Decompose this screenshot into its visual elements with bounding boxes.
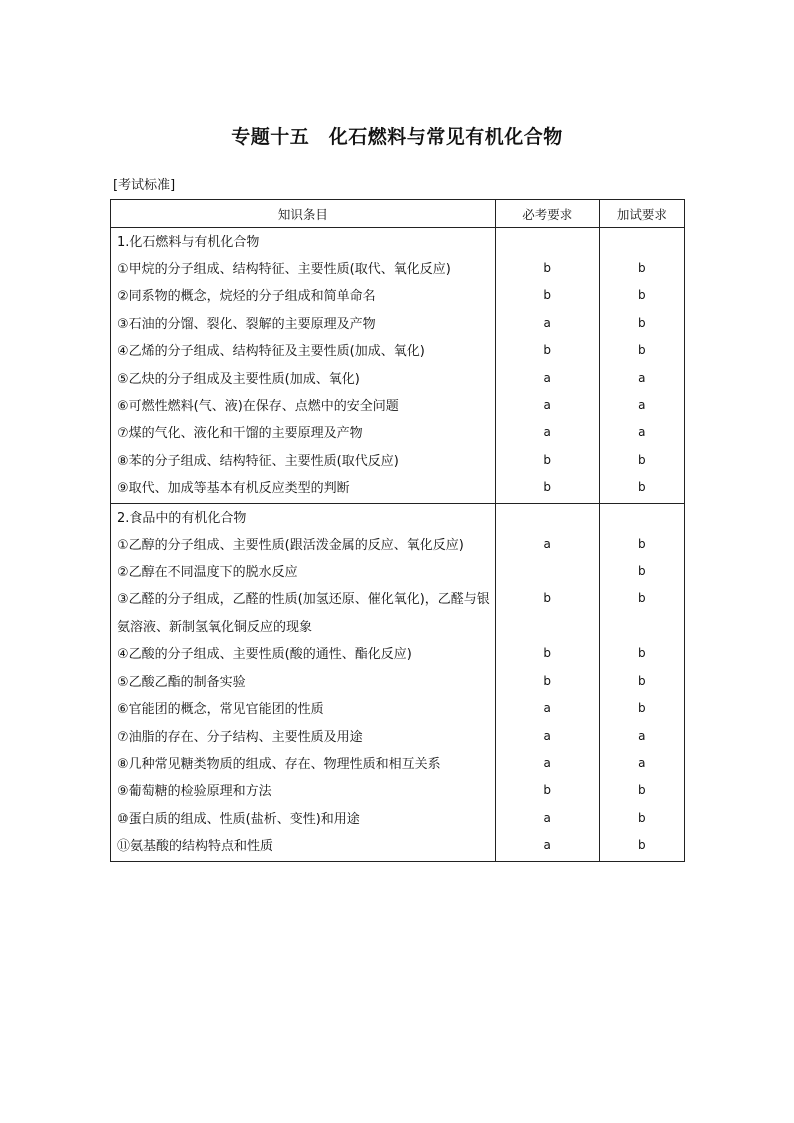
required-level: b — [495, 448, 599, 475]
header-required: 必考要求 — [495, 200, 599, 228]
page-title: 专题十五 化石燃料与常见有机化合物 — [231, 126, 563, 148]
knowledge-item: ⑤乙炔的分子组成及主要性质(加成、氧化) — [111, 366, 496, 393]
required-level: b — [495, 778, 599, 805]
section-heading-row — [111, 228, 685, 257]
section-heading: 1.化石燃料与有机化合物 — [111, 228, 496, 257]
section-heading: 2.食品中的有机化合物 — [111, 503, 496, 532]
additional-level: b — [599, 669, 684, 696]
knowledge-item: ①乙醇的分子组成、主要性质(跟活泼金属的反应、氧化反应) — [111, 532, 496, 559]
knowledge-item: ④乙烯的分子组成、结构特征及主要性质(加成、氧化) — [111, 338, 496, 365]
table-row — [111, 559, 685, 586]
required-level: b — [495, 283, 599, 310]
required-level: a — [495, 366, 599, 393]
table-row — [111, 778, 685, 805]
knowledge-item: ⑨葡萄糖的检验原理和方法 — [111, 778, 496, 805]
required-level: a — [495, 724, 599, 751]
section-label: [考试标准] — [113, 178, 176, 193]
knowledge-item: ⑩蛋白质的组成、性质(盐析、变性)和用途 — [111, 806, 496, 833]
additional-level: b — [599, 256, 684, 283]
knowledge-item: ⑦油脂的存在、分子结构、主要性质及用途 — [111, 724, 496, 751]
additional-level: a — [599, 751, 684, 778]
required-level: a — [495, 751, 599, 778]
additional-level: a — [599, 366, 684, 393]
exam-standards-table — [110, 199, 685, 862]
table-row — [111, 393, 685, 420]
additional-level: a — [599, 420, 684, 447]
knowledge-item: ⑨取代、加成等基本有机反应类型的判断 — [111, 475, 496, 503]
table-row — [111, 448, 685, 475]
knowledge-item: ⑧几种常见糖类物质的组成、存在、物理性质和相互关系 — [111, 751, 496, 778]
additional-level: b — [599, 338, 684, 365]
table-row — [111, 256, 685, 283]
knowledge-item: ②同系物的概念，烷烃的分子组成和简单命名 — [111, 283, 496, 310]
additional-level: b — [599, 448, 684, 475]
knowledge-item: ⑤乙酸乙酯的制备实验 — [111, 669, 496, 696]
table-row — [111, 420, 685, 447]
table-row — [111, 724, 685, 751]
knowledge-item: ②乙醇在不同温度下的脱水反应 — [111, 559, 496, 586]
knowledge-item: ⑥可燃性燃料(气、液)在保存、点燃中的安全问题 — [111, 393, 496, 420]
table-row — [111, 806, 685, 833]
required-level: a — [495, 806, 599, 833]
section-heading-row — [111, 503, 685, 532]
required-level: a — [495, 393, 599, 420]
table-row — [111, 311, 685, 338]
table-row — [111, 532, 685, 559]
additional-level: a — [599, 724, 684, 751]
additional-level: b — [599, 833, 684, 861]
additional-level: b — [599, 641, 684, 668]
additional-level: b — [599, 806, 684, 833]
additional-level: b — [599, 696, 684, 723]
additional-level: b — [599, 559, 684, 586]
knowledge-item: ①甲烷的分子组成、结构特征、主要性质(取代、氧化反应) — [111, 256, 496, 283]
table-row — [111, 283, 685, 310]
knowledge-item: ③乙醛的分子组成，乙醛的性质(加氢还原、催化氧化)，乙醛与银氨溶液、新制氢氧化铜反应的现象 — [111, 586, 496, 641]
required-level: a — [495, 311, 599, 338]
table-row — [111, 833, 685, 861]
knowledge-item: ⑧苯的分子组成、结构特征、主要性质(取代反应) — [111, 448, 496, 475]
knowledge-item: ⑪氨基酸的结构特点和性质 — [111, 833, 496, 861]
additional-level: b — [599, 311, 684, 338]
required-level: b — [495, 475, 599, 503]
required-level: a — [495, 696, 599, 723]
additional-level: b — [599, 475, 684, 503]
additional-level: b — [599, 586, 684, 641]
header-additional: 加试要求 — [599, 200, 684, 228]
table-header-row — [111, 200, 685, 228]
required-level: b — [495, 256, 599, 283]
table-row — [111, 475, 685, 503]
table-row — [111, 586, 685, 641]
required-level: a — [495, 833, 599, 861]
required-level: b — [495, 669, 599, 696]
required-level: a — [495, 420, 599, 447]
table-row — [111, 366, 685, 393]
required-level: b — [495, 586, 599, 641]
required-level — [495, 559, 599, 586]
table-row — [111, 751, 685, 778]
knowledge-item: ⑥官能团的概念，常见官能团的性质 — [111, 696, 496, 723]
additional-level: b — [599, 778, 684, 805]
knowledge-item: ⑦煤的气化、液化和干馏的主要原理及产物 — [111, 420, 496, 447]
table-row — [111, 669, 685, 696]
required-level: b — [495, 641, 599, 668]
knowledge-item: ④乙酸的分子组成、主要性质(酸的通性、酯化反应) — [111, 641, 496, 668]
header-knowledge-item: 知识条目 — [111, 200, 496, 228]
required-level: b — [495, 338, 599, 365]
table-row — [111, 641, 685, 668]
additional-level: b — [599, 532, 684, 559]
table-row — [111, 338, 685, 365]
table-row — [111, 696, 685, 723]
knowledge-item: ③石油的分馏、裂化、裂解的主要原理及产物 — [111, 311, 496, 338]
required-level: a — [495, 532, 599, 559]
additional-level: b — [599, 283, 684, 310]
additional-level: a — [599, 393, 684, 420]
